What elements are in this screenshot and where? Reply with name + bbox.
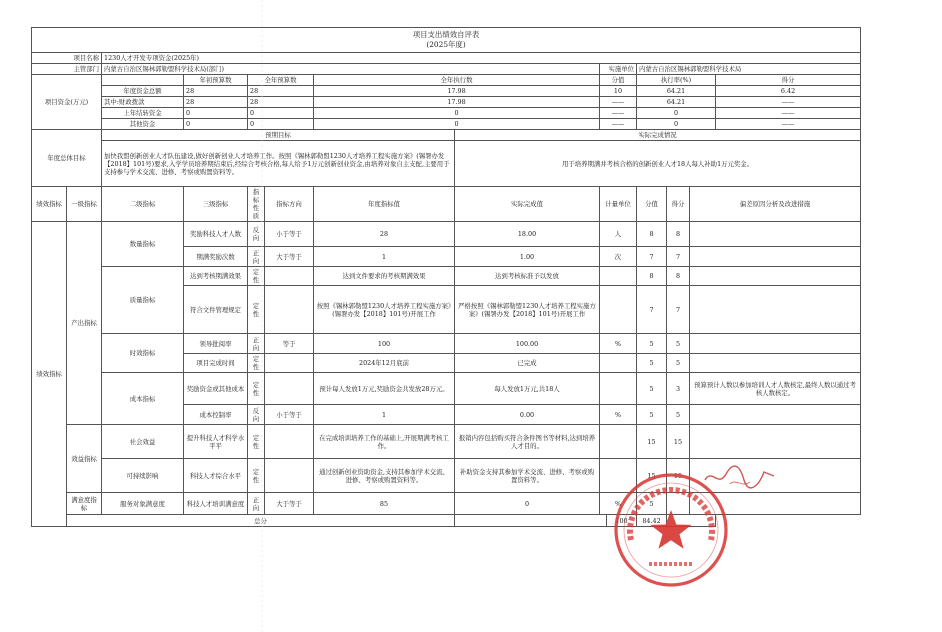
funds-cell: 28 — [184, 97, 248, 108]
funds-cell: 0 — [248, 108, 314, 119]
actual-cell: 18.00 — [455, 222, 600, 247]
funds-header: 年初预算数 — [184, 75, 248, 86]
goal-expected-header: 预期目标 — [102, 130, 455, 141]
funds-row-label: 其他资金 — [102, 119, 184, 130]
total-label: 总分 — [67, 515, 455, 527]
perf-header: 实际完成值 — [455, 187, 600, 222]
actual-cell: 严格按照《锡林郭勒盟1230人才培养工程实施方案》(锡署办发【2018】101号)开展工作 — [455, 286, 600, 334]
total-got: 84.42 — [637, 515, 667, 527]
nature-cell: 正向 — [248, 493, 265, 515]
note-cell — [690, 267, 861, 286]
perf-header: 年度指标值 — [314, 187, 455, 222]
unit-cell: % — [600, 493, 637, 515]
funds-cell: 17.98 — [314, 86, 600, 97]
score-cell: 7 — [637, 286, 667, 334]
actual-cell: 报销内容包括购买符合条件图书等材料,达到培养人才目的。 — [455, 425, 600, 459]
got-cell: 7 — [667, 286, 690, 334]
subtitle-text: (2025年度) — [426, 40, 466, 49]
target-cell: 1 — [314, 405, 455, 425]
perf-header: 得分 — [667, 187, 690, 222]
note-cell: 预算预计人数以参加培训人才人数核定,最终人数以通过考核人数核定。 — [690, 373, 861, 405]
perf-section-cell: 绩效指标 — [32, 222, 67, 527]
goal-actual-header: 实际完成情况 — [455, 130, 861, 141]
actual-cell: 0 — [455, 493, 600, 515]
funds-cell: 6.42 — [716, 86, 861, 97]
level3-cell: 期满奖励次数 — [184, 247, 248, 267]
unit-cell: % — [600, 405, 637, 425]
nature-cell: 定性 — [248, 286, 265, 334]
project-name-value: 1230人才开发专项资金(2025年) — [102, 53, 861, 64]
got-cell: 5 — [667, 354, 690, 373]
perf-header: 三级指标 — [184, 187, 248, 222]
total-score: 100 — [607, 515, 637, 527]
score-cell: 5 — [637, 334, 667, 354]
actual-cell: 0.00 — [455, 405, 600, 425]
unit-cell: 人 — [600, 222, 637, 247]
target-cell: 通过创新创业资助资金,支持其参加学术交流、进修、考察或购置资料等。 — [314, 459, 455, 493]
target-cell: 100 — [314, 334, 455, 354]
level1-benefit: 效益指标 — [67, 425, 102, 493]
unit-cell — [600, 286, 637, 334]
actual-cell: 100.00 — [455, 334, 600, 354]
level2-timeliness: 时效指标 — [102, 334, 184, 373]
funds-header: 全年执行数 — [314, 75, 600, 86]
target-cell: 达到文件要求的考核期满效果 — [314, 267, 455, 286]
unit-cell — [600, 354, 637, 373]
goal-expected-text: 加快我盟创新创业人才队伍建设,做好创新创业人才培养工作。按照《锡林郭勒盟1230人才培养工程实施方案》(锡署办发【2018】101号)要求,入学学员培养期结束后,经综合考核合格,每人给予1万元创新创业资金,由培养对象自主支配,主要用于支持参与学术交流、进修、考察或购置资料等。 — [102, 141, 455, 187]
direction-cell — [265, 459, 314, 493]
got-cell: 5 — [667, 334, 690, 354]
direction-cell — [265, 425, 314, 459]
target-cell: 在完成培训培养工作的基础上,开展期满考核工作。 — [314, 425, 455, 459]
funds-cell: —— — [600, 108, 637, 119]
note-cell — [690, 425, 861, 459]
got-cell: 8 — [667, 267, 690, 286]
impl-value: 内蒙古自治区锡林郭勒盟科学技术局 — [637, 64, 861, 75]
note-cell — [690, 354, 861, 373]
note-cell — [690, 405, 861, 425]
got-cell: 8 — [667, 222, 690, 247]
funds-cell: 0 — [314, 119, 600, 130]
note-cell — [690, 222, 861, 247]
target-cell: 85 — [314, 493, 455, 515]
funds-cell: 0 — [637, 108, 716, 119]
level3-cell: 奖励资金或其他成本 — [184, 373, 248, 405]
target-cell: 1 — [314, 247, 455, 267]
direction-cell — [265, 354, 314, 373]
level3-cell: 达到考核期满效果 — [184, 267, 248, 286]
title-text: 项目支出绩效自评表 — [412, 30, 480, 40]
unit-cell: % — [600, 334, 637, 354]
funds-cell: —— — [716, 119, 861, 130]
got-cell: 15 — [667, 459, 690, 493]
score-cell: 5 — [637, 405, 667, 425]
funds-header: 得分 — [716, 75, 861, 86]
direction-cell: 大于等于 — [265, 493, 314, 515]
direction-cell: 小于等于 — [265, 222, 314, 247]
level1-output: 产出指标 — [67, 222, 102, 425]
funds-row-label: 其中:财政拨款 — [102, 97, 184, 108]
got-cell: 15 — [667, 425, 690, 459]
performance-table — [31, 27, 861, 527]
target-cell: 28 — [314, 222, 455, 247]
nature-cell: 定性 — [248, 459, 265, 493]
nature-cell: 定性 — [248, 425, 265, 459]
funds-cell: —— — [716, 97, 861, 108]
dept-label: 主管部门 — [32, 64, 102, 75]
funds-row-label: 年度资金总额 — [102, 86, 184, 97]
got-cell: 3 — [667, 373, 690, 405]
perf-header: 偏差原因分析及改进措施 — [690, 187, 861, 222]
score-cell: 15 — [637, 425, 667, 459]
funds-cell: 28 — [248, 86, 314, 97]
perf-header: 分值 — [637, 187, 667, 222]
score-cell: 5 — [637, 354, 667, 373]
note-cell — [690, 286, 861, 334]
direction-cell: 大于等于 — [265, 247, 314, 267]
funds-cell: 0 — [248, 119, 314, 130]
actual-cell: 已完成 — [455, 354, 600, 373]
level2-social: 社会效益 — [102, 425, 184, 459]
unit-cell — [600, 373, 637, 405]
target-cell: 预计每人发放1万元,奖励资金共发放28万元。 — [314, 373, 455, 405]
goal-label: 年度总体目标 — [32, 130, 102, 187]
impl-label: 实施单位 — [600, 64, 637, 75]
got-cell: 7 — [667, 247, 690, 267]
dept-value: 内蒙古自治区锡林郭勒盟科学技术局(部门) — [102, 64, 600, 75]
level3-cell: 领导批阅率 — [184, 334, 248, 354]
level2-service: 服务对象满意度 — [102, 493, 184, 515]
direction-cell: 小于等于 — [265, 405, 314, 425]
signature-stroke — [730, 482, 750, 484]
nature-cell: 正向 — [248, 334, 265, 354]
level3-cell: 科技人才培训满意度 — [184, 493, 248, 515]
nature-cell: 正向 — [248, 247, 265, 267]
direction-cell: 等于 — [265, 334, 314, 354]
actual-cell: 达到考核标准予以发放 — [455, 267, 600, 286]
funds-cell: 28 — [248, 97, 314, 108]
perf-header: 指标性质 — [248, 187, 265, 222]
level2-quantity: 数量指标 — [102, 222, 184, 267]
score-cell: 5 — [637, 373, 667, 405]
funds-section-label: 项目资金(万元) — [32, 75, 102, 130]
level3-cell: 提升科技人才科学水平平 — [184, 425, 248, 459]
funds-header: 执行率(%) — [637, 75, 716, 86]
unit-cell — [600, 425, 637, 459]
nature-cell: 定性 — [248, 373, 265, 405]
actual-cell: 每人发放1万元,共18人 — [455, 373, 600, 405]
funds-cell: 64.21 — [637, 86, 716, 97]
level3-cell: 项目完成时间 — [184, 354, 248, 373]
signature-stroke — [705, 466, 774, 488]
note-cell — [690, 334, 861, 354]
level1-satisfaction: 满意度指标 — [67, 493, 102, 515]
perf-header: 计量单位 — [600, 187, 637, 222]
total-blank — [455, 515, 607, 527]
direction-cell — [265, 286, 314, 334]
seal-star — [651, 510, 692, 549]
direction-cell — [265, 373, 314, 405]
actual-cell: 补助资金支持其参加学术交流、进修、考察或购置资料等。 — [455, 459, 600, 493]
funds-header: 全年预算数 — [248, 75, 314, 86]
goal-actual-text: 用于培养期满并考核合格的创新创业人才18人每人补助1万元奖金。 — [455, 141, 861, 187]
funds-cell: —— — [716, 108, 861, 119]
unit-cell: 次 — [600, 247, 637, 267]
nature-cell: 反向 — [248, 222, 265, 247]
funds-header-blank — [102, 75, 184, 86]
perf-header: 指标方向 — [265, 187, 314, 222]
funds-cell: 0 — [314, 108, 600, 119]
unit-cell — [600, 267, 637, 286]
level3-cell: 科技人才综合水平 — [184, 459, 248, 493]
project-name-label: 项目名称 — [32, 53, 102, 64]
table-title — [32, 28, 861, 53]
signature — [700, 462, 780, 492]
level2-quality: 质量指标 — [102, 267, 184, 334]
funds-cell: —— — [600, 119, 637, 130]
score-cell: 5 — [637, 493, 667, 515]
funds-cell: 64.21 — [637, 97, 716, 108]
level3-cell: 符合文件管理规定 — [184, 286, 248, 334]
note-cell — [690, 247, 861, 267]
score-cell: 8 — [637, 222, 667, 247]
funds-cell: 28 — [184, 86, 248, 97]
score-cell: 8 — [637, 267, 667, 286]
nature-cell: 定性 — [248, 354, 265, 373]
funds-cell: 0 — [184, 119, 248, 130]
funds-cell: 17.98 — [314, 97, 600, 108]
target-cell: 2024年12月底前 — [314, 354, 455, 373]
score-cell: 7 — [637, 247, 667, 267]
funds-header: 分值 — [600, 75, 637, 86]
actual-cell: 1.00 — [455, 247, 600, 267]
funds-cell: —— — [600, 97, 637, 108]
funds-cell: 10 — [600, 86, 637, 97]
funds-cell: 0 — [184, 108, 248, 119]
target-cell: 按照《锡林郭勒盟1230人才培养工程实施方案》(锡署办发【2018】101号)开展工作 — [314, 286, 455, 334]
perf-section-label: 绩效指标 — [32, 187, 67, 222]
perf-header: 一级指标 — [67, 187, 102, 222]
level2-sustainable: 可持续影响 — [102, 459, 184, 493]
score-cell: 15 — [637, 459, 667, 493]
level3-cell: 成本控制率 — [184, 405, 248, 425]
level2-cost: 成本指标 — [102, 373, 184, 425]
nature-cell: 反向 — [248, 405, 265, 425]
perf-header: 二级指标 — [102, 187, 184, 222]
direction-cell — [265, 267, 314, 286]
level3-cell: 奖励科技人才人数 — [184, 222, 248, 247]
got-cell: 5 — [667, 405, 690, 425]
funds-row-label: 上年结转资金 — [102, 108, 184, 119]
funds-cell: 0 — [637, 119, 716, 130]
nature-cell: 定性 — [248, 267, 265, 286]
